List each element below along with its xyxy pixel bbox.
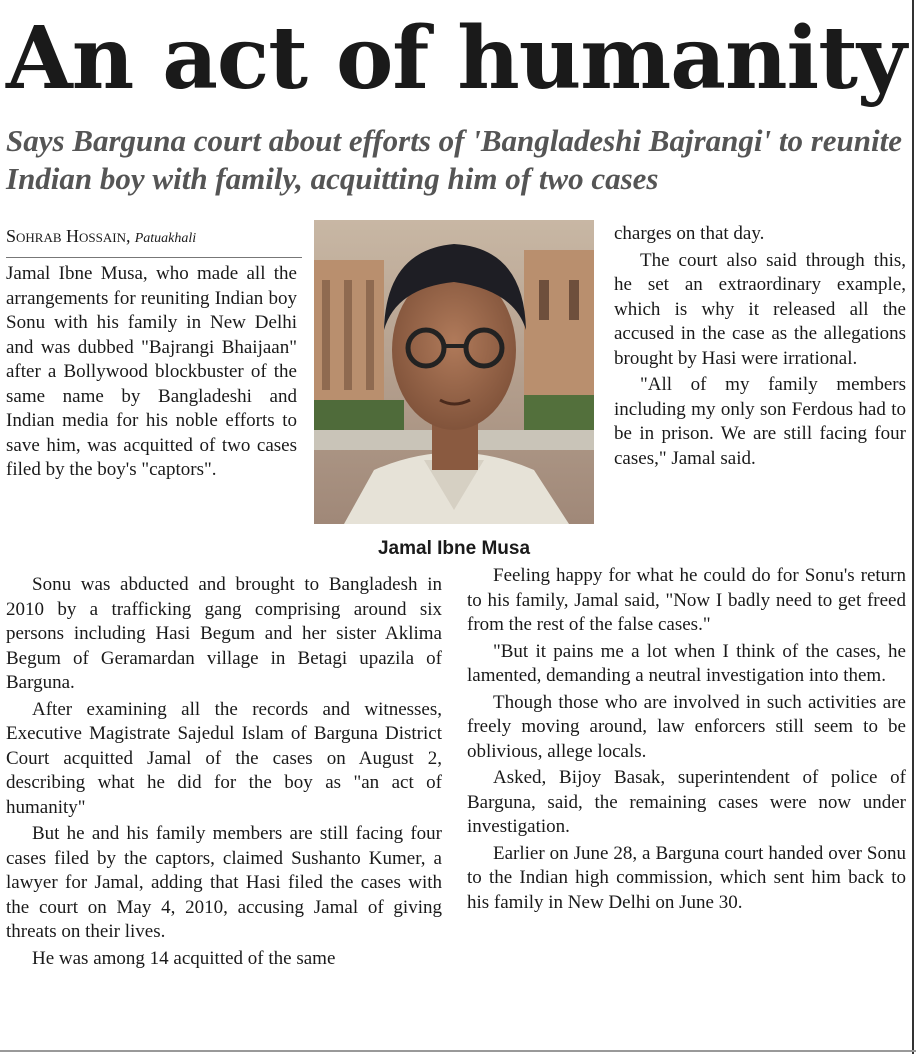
column-right-top xyxy=(614,222,906,471)
photo-caption: Jamal Ibne Musa xyxy=(377,538,531,559)
column-right-bottom xyxy=(467,564,906,915)
paragraph: "All of my family members including my only son Ferdous had to be in prison. We are still facing four cases," Jamal said. xyxy=(614,374,906,469)
byline xyxy=(6,224,302,258)
page-border-right xyxy=(912,0,914,1054)
column-left-top xyxy=(6,262,297,483)
page-border-bottom xyxy=(0,1050,916,1052)
byline-author: Sohrab Hossain, xyxy=(6,226,131,246)
paragraph: The court also said through this, he set an extraordinary example, which is why it released all the accused in the case as the allegations brought by Hasi were irrational. xyxy=(614,249,906,369)
column-left-bottom xyxy=(6,573,442,971)
paragraph: Sonu was abducted and brought to Bangladesh in 2010 by a trafficking gang comprising around six persons including Hasi Begum and her sister Aklima Begum of Geramardan village in Betagi upazila of Barguna. xyxy=(6,574,442,693)
paragraph: Asked, Bijoy Basak, superintendent of police of Barguna, said, the remaining cases were now under investigation. xyxy=(467,767,906,837)
subheadline: Says Barguna court about efforts of 'Bangladeshi Bajrangi' to reunite Indian boy with family, acquitting him of two cases xyxy=(6,123,903,196)
paragraph: "But it pains me a lot when I think of the cases, he lamented, demanding a neutral investigation into them. xyxy=(467,640,906,686)
paragraph: After examining all the records and witnesses, Executive Magistrate Sajedul Islam of Barguna District Court acquitted Jamal of the cases on August 2, describing what he did for the boy as "an act of humanity" xyxy=(6,698,442,818)
headline: An act of humanity xyxy=(6,8,906,109)
paragraph: But he and his family members are still facing four cases filed by the captors, claimed Sushanto Kumer, a lawyer for Jamal, adding that Hasi filed the cases with the court on May 4, 2010, accusing Jamal of giving threats on their lives. xyxy=(6,823,442,942)
paragraph: Feeling happy for what he could do for Sonu's return to his family, Jamal said, "Now I badly need to get freed from the rest of the false cases." xyxy=(467,565,906,635)
paragraph: He was among 14 acquitted of the same xyxy=(32,947,336,969)
paragraph: Earlier on June 28, a Barguna court handed over Sonu to the Indian high commission, which sent him back to his family in New Delhi on June 30. xyxy=(467,842,906,913)
portrait-photo xyxy=(314,220,594,524)
paragraph: Jamal Ibne Musa, who made all the arrangements for reuniting Indian boy Sonu with his family in New Delhi and was dubbed "Bajrangi Bhaijaan" after a Bollywood blockbuster of the same name by Bangladeshi and Indian media for his noble efforts to save him, was acquitted of two cases filed by the boy's "captors". xyxy=(6,263,297,480)
paragraph: charges on that day. xyxy=(614,223,765,244)
byline-location: Patuakhali xyxy=(134,231,197,246)
portrait-illustration xyxy=(314,220,594,524)
paragraph: Though those who are involved in such activities are freely moving around, law enforcers still seem to be oblivious, allege locals. xyxy=(467,691,906,762)
